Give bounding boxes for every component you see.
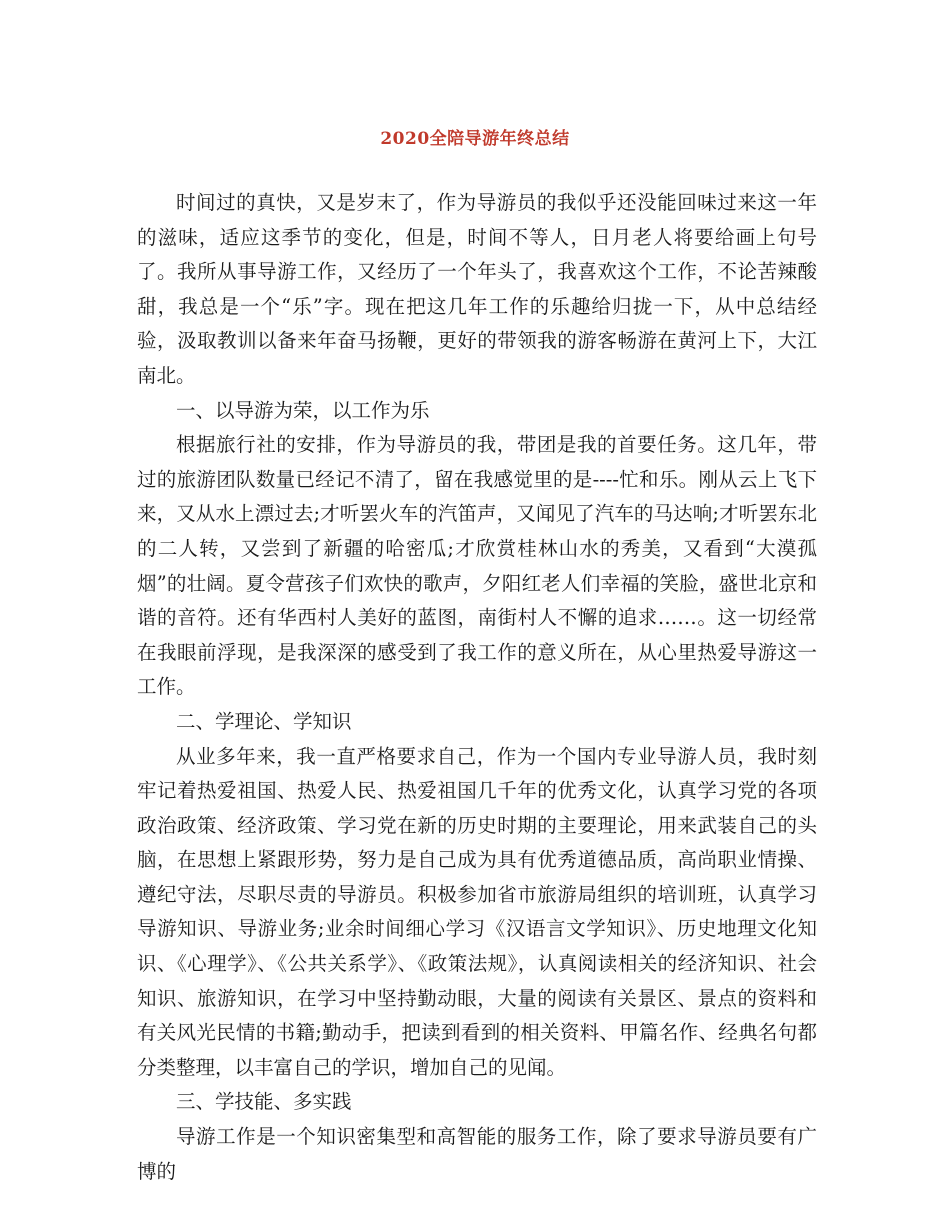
section-1-paragraph: 根据旅行社的安排，作为导游员的我，带团是我的首要任务。这几年，带过的旅游团队数量已经记不清了，留在我感觉里的是----忙和乐。刚从云上飞下来，又从水上漂过去;才听罢火车的汽笛声，又闻见了汽车的马达响;才听罢东北的二人转，又尝到了新疆的哈密瓜;才欣赏桂林山水的秀美，又看到“大漠孤烟”的壮阔。夏令营孩子们欢快的歌声，夕阳红老人们幸福的笑脸，盛世北京和谐的音符。还有华西村人美好的蓝图，南街村人不懈的追求……。这一切经常在我眼前浮现，是我深深的感受到了我工作的意义所在，从心里热爱导游这一工作。 xyxy=(137,433,817,699)
document-body xyxy=(137,186,817,1189)
document-title: 2020全陪导游年终总结 xyxy=(380,129,570,149)
section-heading-2: 二、学理论、学知识 xyxy=(176,709,352,733)
section-2-paragraph: 从业多年来，我一直严格要求自己，作为一个国内专业导游人员，我时刻牢记着热爱祖国、热爱人民、热爱祖国几千年的优秀文化，认真学习党的各项政治政策、经济政策、学习党在新的历史时期的主要理论，用来武装自己的头脑，在思想上紧跟形势，努力是自己成为具有优秀道德品质，高尚职业情操、遵纪守法，尽职尽责的导游员。积极参加省市旅游局组织的培训班，认真学习导游知识、导游业务;业余时间细心学习《汉语言文学知识》、历史地理文化知识、《心理学》、《公共关系学》、《政策法规》，认真阅读相关的经济知识、社会知识、旅游知识，在学习中坚持勤动眼，大量的阅读有关景区、景点的资料和有关风光民情的书籍;勤动手，把读到看到的相关资料、甲篇名作、经典名句都分类整理，以丰富自己的学识，增加自己的见闻。 xyxy=(137,744,817,1079)
section-heading-1: 一、以导游为荣，以工作为乐 xyxy=(176,398,430,422)
section-heading-3: 三、学技能、多实践 xyxy=(176,1090,352,1114)
intro-paragraph: 时间过的真快，又是岁末了，作为导游员的我似乎还没能回味过来这一年的滋味，适应这季节的变化，但是，时间不等人，日月老人将要给画上句号了。我所从事导游工作，又经历了一个年头了，我喜欢这个工作，不论苦辣酸甜，我总是一个“乐”字。现在把这几年工作的乐趣给归拢一下，从中总结经验，汲取教训以备来年奋马扬鞭，更好的带领我的游客畅游在黄河上下，大江南北。 xyxy=(137,191,817,387)
section-3-paragraph: 导游工作是一个知识密集型和高智能的服务工作，除了要求导游员要有广博的 xyxy=(137,1125,817,1183)
